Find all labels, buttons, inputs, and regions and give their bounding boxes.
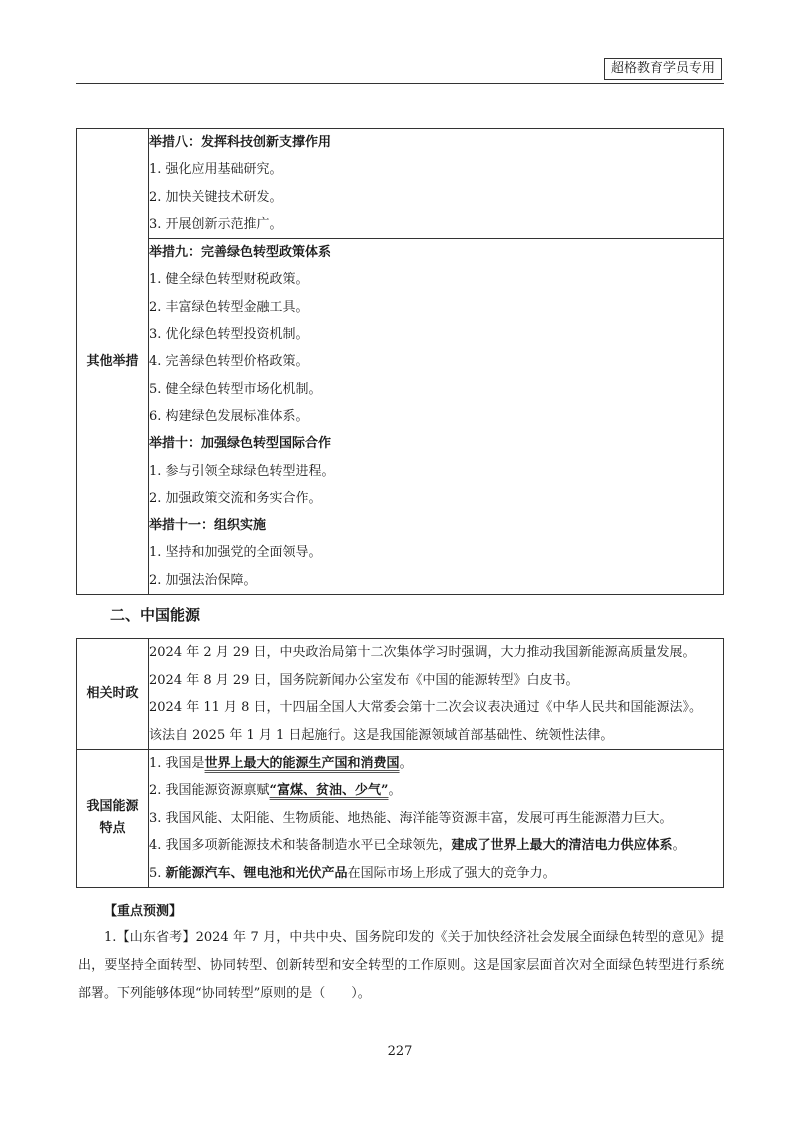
measure-item: 6. 构建绿色发展标准体系。: [149, 408, 309, 424]
text-run: 4. 我国多项新能源技术和装备制造水平已全球领先，: [149, 838, 452, 854]
label-line: 我国能源: [86, 799, 139, 815]
news-item: 2024 年 11 月 8 日，十四届全国人大常委会第十二次会议表决通过《中华人民共和国能源法》。: [149, 700, 703, 716]
text-run: 。: [388, 783, 402, 799]
text-run: 。: [399, 756, 413, 771]
news-content: [149, 639, 724, 750]
news-label: 相关时政: [77, 639, 149, 750]
measure-item: 3. 开展创新示范推广。: [149, 216, 283, 232]
measure-item: 2. 加强政策交流和务实合作。: [149, 490, 322, 506]
measure-item: 1. 健全绿色转型财税政策。: [149, 272, 309, 288]
measure-heading: 举措九：完善绿色转型政策体系: [149, 245, 332, 261]
text-run: 1. 我国是: [149, 756, 205, 771]
news-item: 2024 年 8 月 29 日，国务院新闻办公室发布《中国的能源转型》白皮书。: [149, 672, 579, 688]
news-item: 2024 年 2 月 29 日，中央政治局第十二次集体学习时强调，大力推动我国新能源高质量发展。: [149, 645, 696, 660]
measure-heading: 举措十：加强绿色转型国际合作: [149, 436, 332, 452]
measures-table: [76, 128, 724, 595]
feature-item: [149, 860, 723, 887]
feature-item: [149, 750, 723, 777]
energy-features-label: [77, 750, 149, 888]
measure-heading: 举措八：发挥科技创新支撑作用: [149, 135, 332, 150]
key-phrase: 建成了世界上最大的清洁电力供应体系: [451, 838, 673, 854]
measure-item: 5. 健全绿色转型市场化机制。: [149, 381, 322, 397]
header-divider: [76, 83, 724, 84]
measure-item: 1. 坚持和加强党的全面领导。: [149, 545, 322, 561]
news-item: 该法自 2025 年 1 月 1 日起施行。这是我国能源领域首部基础性、统领性法律。: [149, 727, 614, 743]
key-phrase: 新能源汽车、锂电池和光伏产品: [165, 865, 348, 881]
energy-features-content: [149, 750, 724, 888]
text-run: 2. 我国能源资源禀赋: [149, 783, 270, 799]
measures-block-9-11: [149, 239, 724, 595]
measure-item: 1. 参与引领全球绿色转型进程。: [149, 463, 335, 479]
header-tag: 超格教育学员专用: [604, 58, 722, 80]
section-title: 二、中国能源: [110, 606, 201, 624]
measure-item: 1. 强化应用基础研究。: [149, 162, 283, 178]
measure-heading: 举措十一：组织实施: [149, 518, 267, 534]
text-run: 。: [672, 838, 686, 854]
text-run: 在国际市场上形成了强大的竞争力。: [347, 865, 556, 881]
key-phrase: 世界上最大的能源生产国和消费国: [204, 756, 400, 771]
question-text: 1.【山东省考】2024 年 7 月，中共中央、国务院印发的《关于加快经济社会发展全面绿色转型的意见》提出，要坚持全面转型、协同转型、创新转型和安全转型的工作原则。这是国家层面首次对全面绿色转型进行系统部署。下列能够体现“协同转型”原则的是（ ）。: [78, 930, 724, 1001]
measure-item: 2. 加强法治保障。: [149, 572, 257, 588]
forecast-title: 【重点预测】: [104, 904, 183, 919]
feature-item: [149, 832, 723, 859]
text-run: 5.: [149, 865, 166, 881]
page-number: 227: [387, 1044, 413, 1059]
label-line: 特点: [99, 821, 126, 837]
measure-item: 2. 丰富绿色转型金融工具。: [149, 299, 309, 315]
measure-item: 3. 优化绿色转型投资机制。: [149, 327, 309, 343]
measure-item: 2. 加快关键技术研发。: [149, 189, 283, 205]
energy-features-table: [76, 749, 724, 888]
feature-item: [149, 777, 723, 804]
news-table: [76, 638, 724, 750]
feature-item: 3. 我国风能、太阳能、生物质能、地热能、海洋能等资源丰富，发展可再生能源潜力巨大。: [149, 810, 673, 826]
key-phrase: “富煤、贫油、少气”: [269, 783, 389, 799]
measures-block-8: [149, 129, 724, 239]
measure-item: 4. 完善绿色转型价格政策。: [149, 354, 309, 370]
measures-label: 其他举措: [77, 129, 149, 595]
